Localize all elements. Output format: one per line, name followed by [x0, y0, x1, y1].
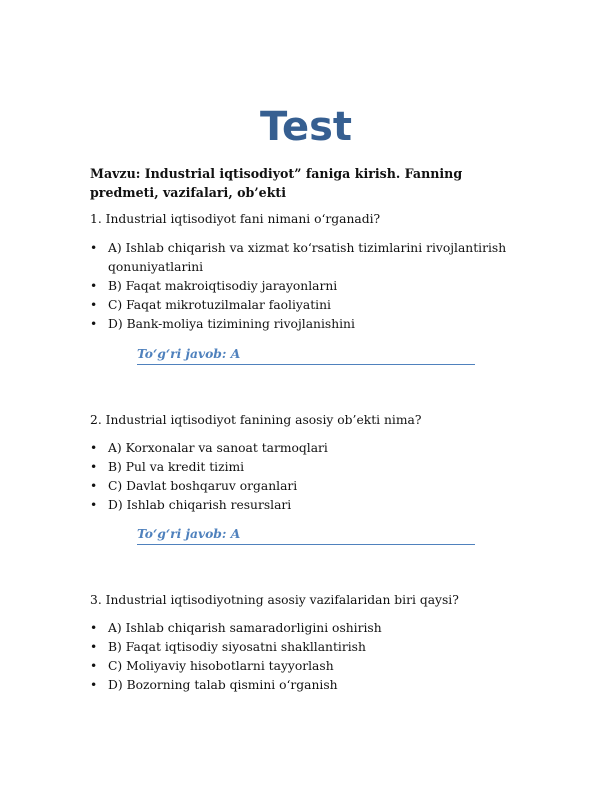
- option-item: [90, 458, 530, 477]
- option-item: [90, 296, 530, 315]
- option-item: [90, 239, 530, 277]
- question-1-options: [90, 239, 530, 334]
- option-text: C) Davlat boshqaruv organlari: [108, 479, 298, 493]
- bullet-icon: •: [90, 678, 98, 692]
- option-text: A) Korxonalar va sanoat tarmoqlari: [108, 441, 328, 455]
- option-item: [90, 277, 530, 296]
- page-title: Test: [259, 104, 353, 150]
- question-2: 2. Industrial iqtisodiyot fanining asosiy ob’ekti nima?: [90, 413, 422, 427]
- option-text: D) Bank-moliya tizimining rivojlanishini: [108, 317, 355, 331]
- option-item: [90, 315, 530, 334]
- answer-2: To‘g‘ri javob: A: [137, 525, 475, 545]
- question-1: 1. Industrial iqtisodiyot fani nimani o‘rganadi?: [90, 212, 381, 226]
- option-text: A) Ishlab chiqarish va xizmat ko‘rsatish tizimlarini rivojlantirish qonuniyatlarini: [108, 241, 507, 274]
- option-item: [90, 496, 530, 515]
- question-2-options: [90, 439, 530, 515]
- option-item: [90, 439, 530, 458]
- option-text: C) Moliyaviy hisobotlarni tayyorlash: [108, 659, 334, 673]
- bullet-icon: •: [90, 640, 98, 654]
- option-item: [90, 657, 530, 676]
- option-item: [90, 676, 530, 695]
- bullet-icon: •: [90, 479, 98, 493]
- option-text: D) Bozorning talab qismini o‘rganish: [108, 678, 338, 692]
- bullet-icon: •: [90, 241, 98, 255]
- option-text: D) Ishlab chiqarish resurslari: [108, 498, 292, 512]
- bullet-icon: •: [90, 279, 98, 293]
- question-3: 3. Industrial iqtisodiyotning asosiy vazifalaridan biri qaysi?: [90, 593, 459, 607]
- option-text: C) Faqat mikrotuzilmalar faoliyatini: [108, 298, 331, 312]
- question-3-options: [90, 619, 530, 695]
- answer-1: To‘g‘ri javob: A: [137, 345, 475, 365]
- option-item: [90, 638, 530, 657]
- bullet-icon: •: [90, 298, 98, 312]
- option-item: [90, 619, 530, 638]
- option-text: A) Ishlab chiqarish samaradorligini oshirish: [108, 621, 382, 635]
- bullet-icon: •: [90, 659, 98, 673]
- bullet-icon: •: [90, 621, 98, 635]
- bullet-icon: •: [90, 460, 98, 474]
- option-text: B) Faqat makroiqtisodiy jarayonlarni: [108, 279, 338, 293]
- bullet-icon: •: [90, 498, 98, 512]
- bullet-icon: •: [90, 317, 98, 331]
- bullet-icon: •: [90, 441, 98, 455]
- topic-heading: Mavzu: Industrial iqtisodiyot” faniga kirish. Fanning predmeti, vazifalari, ob’ekti: [90, 166, 463, 200]
- option-item: [90, 477, 530, 496]
- option-text: B) Faqat iqtisodiy siyosatni shakllantirish: [108, 640, 366, 654]
- option-text: B) Pul va kredit tizimi: [108, 460, 245, 474]
